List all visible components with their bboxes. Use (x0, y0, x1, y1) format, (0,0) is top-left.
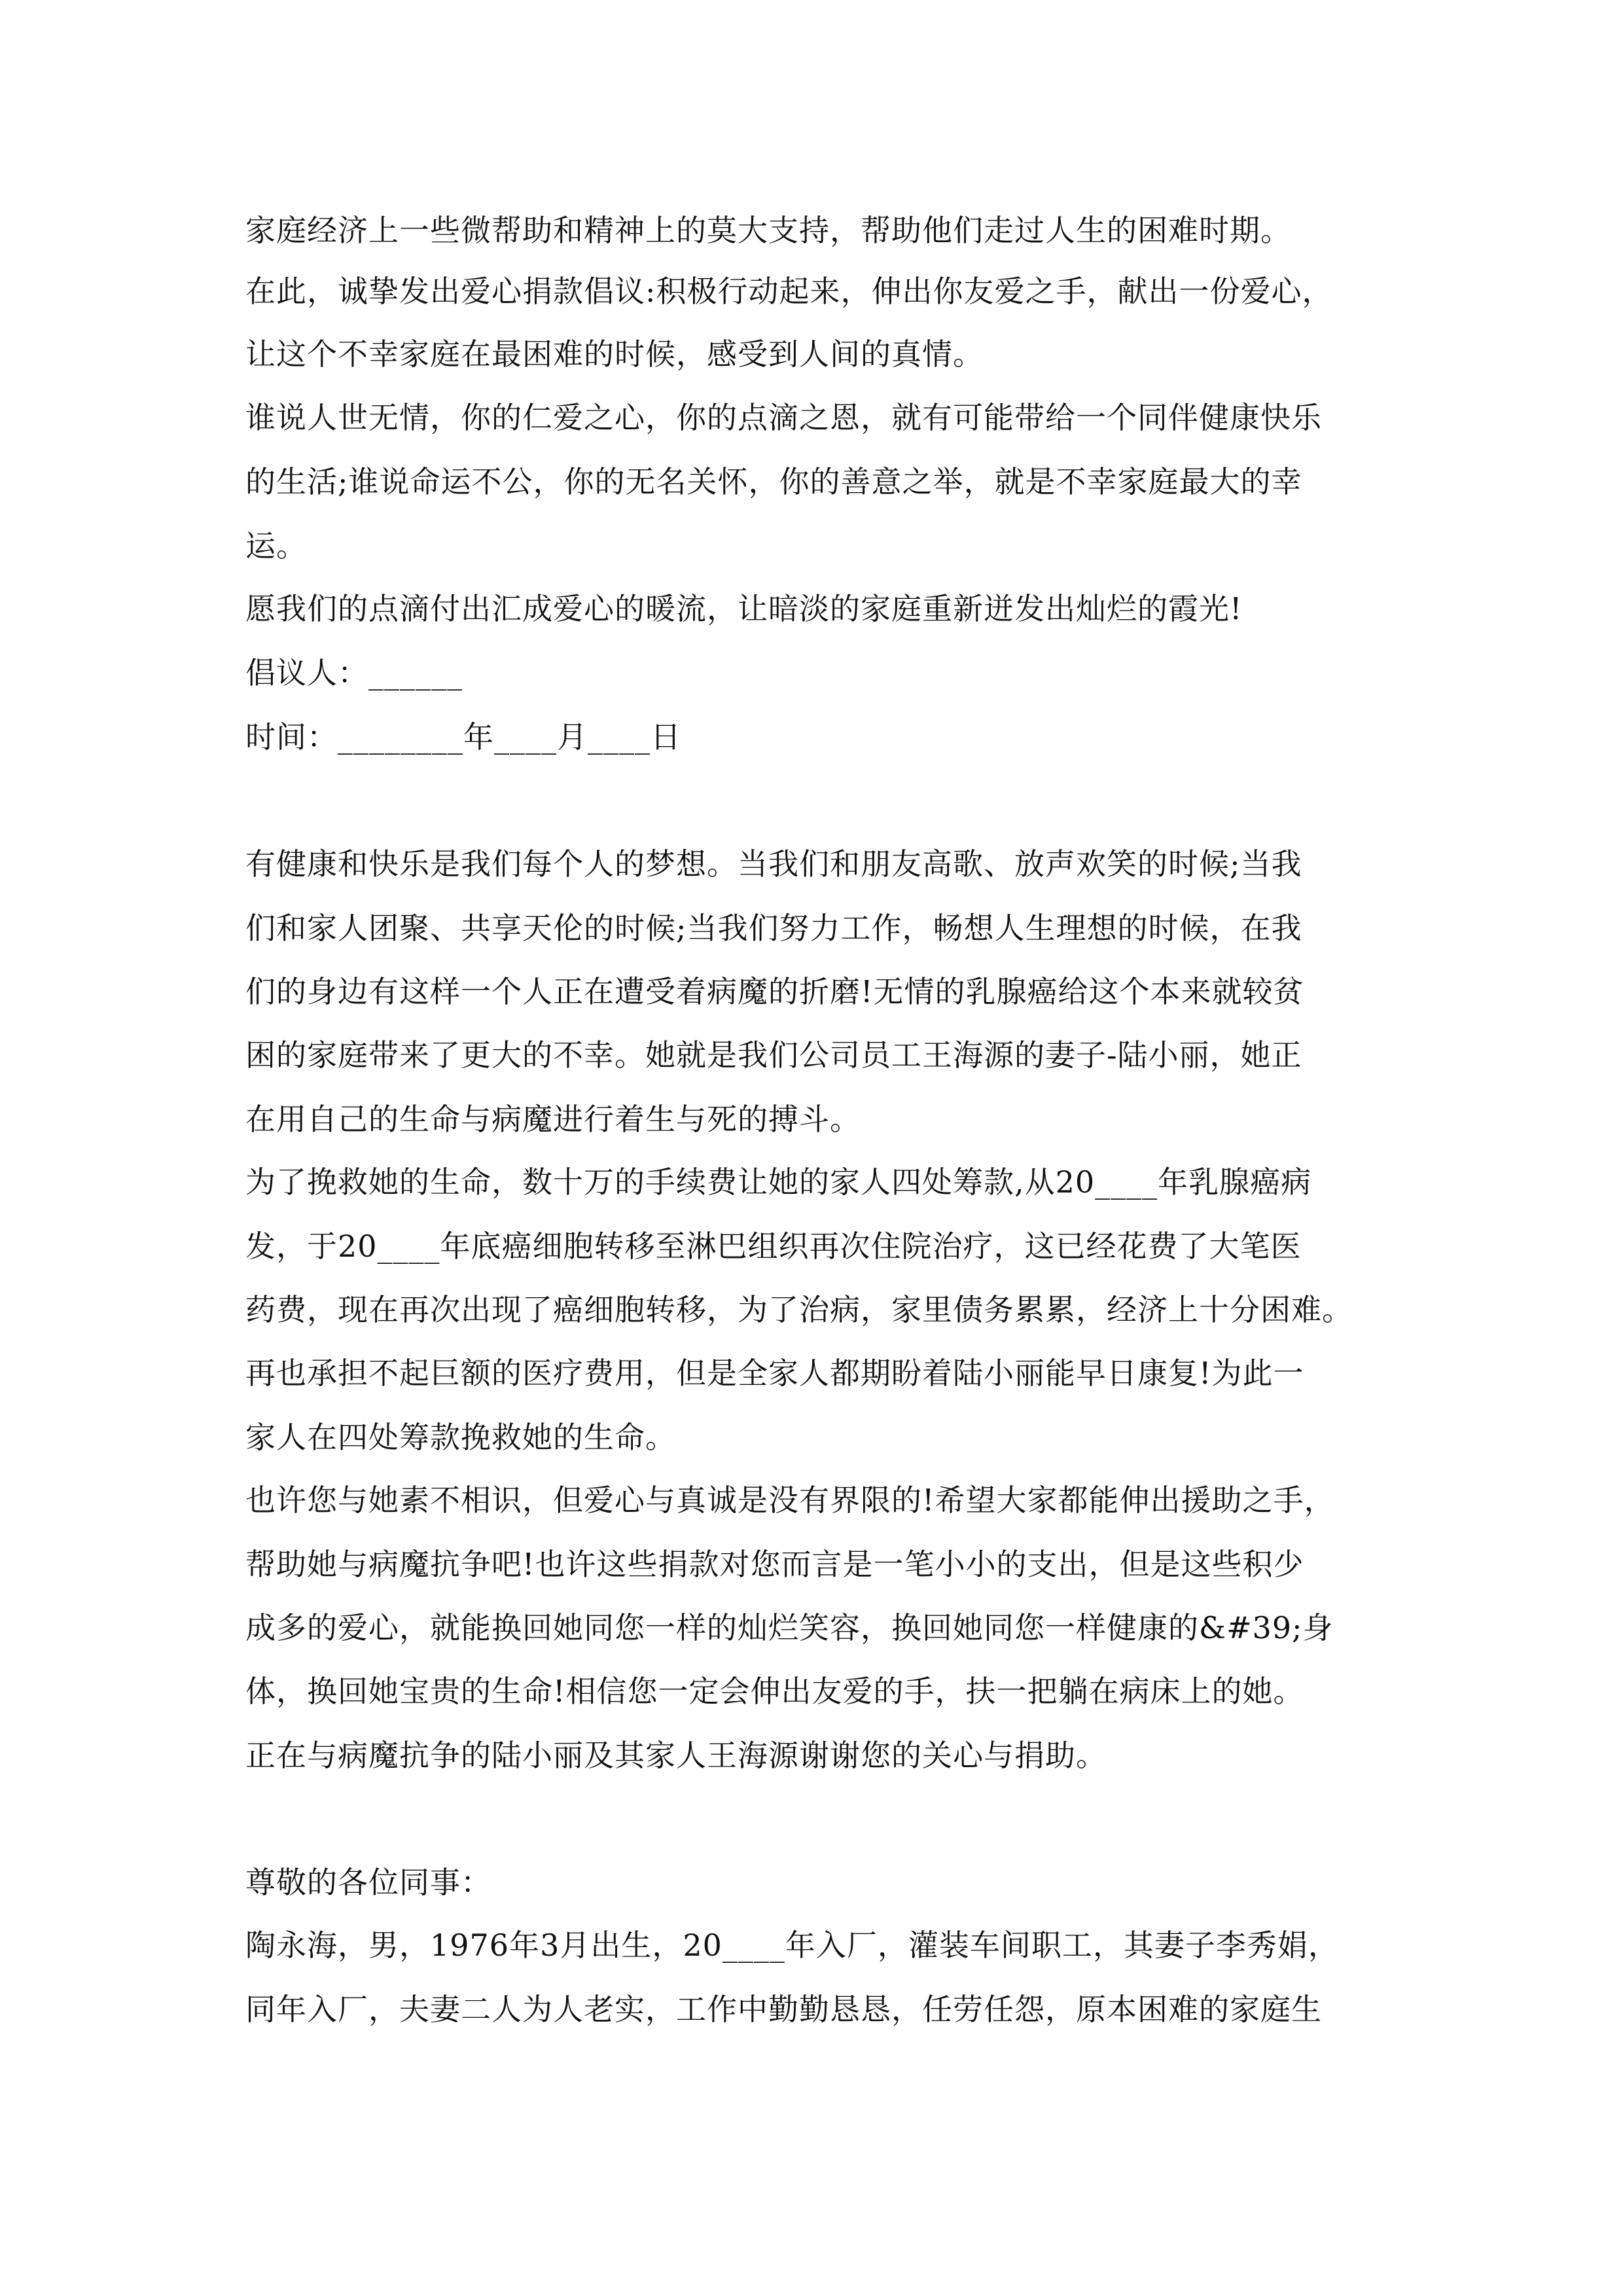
paragraph-line: 运。 (245, 528, 307, 564)
paragraph-line: 在用自己的生命与病魔进行着生与死的搏斗。 (245, 1102, 861, 1137)
paragraph-line: 困的家庭带来了更大的不幸。她就是我们公司员工王海源的妻子-陆小丽，她正 (245, 1037, 1302, 1073)
paragraph-line: 为了挽救她的生命，数十万的手续费让她的家人四处筹款,从20____年乳腺癌病 (245, 1164, 1312, 1200)
paragraph-line: 成多的爱心，就能换回她同您一样的灿烂笑容，换回她同您一样健康的&#39;身 (245, 1610, 1334, 1645)
salutation-line: 尊敬的各位同事： (245, 1865, 491, 1900)
paragraph-line: 家人在四处筹款挽救她的生命。 (245, 1420, 676, 1455)
paragraph-line: 让这个不幸家庭在最困难的时候，感受到人间的真情。 (245, 336, 984, 372)
paragraph-line: 的生活;谁说命运不公，你的无名关怀，你的善意之举，就是不幸家庭最大的幸 (245, 464, 1302, 499)
paragraph-line: 发，于20____年底癌细胞转移至淋巴组织再次住院治疗，这已经花费了大笔医 (245, 1229, 1302, 1264)
paragraph-line: 正在与病魔抗争的陆小丽及其家人王海源谢谢您的关心与捐助。 (245, 1738, 1107, 1773)
paragraph-line: 在此，诚挚发出爱心捐款倡议:积极行动起来，伸出你友爱之手，献出一份爱心， (245, 274, 1333, 309)
paragraph-line: 陶永海，男，1976年3月出生，20____年入厂，灌装车间职工，其妻子李秀娟， (245, 1928, 1339, 1963)
date-line: 时间：________年____月____日 (245, 719, 681, 755)
paragraph-line: 家庭经济上一些微帮助和精神上的莫大支持，帮助他们走过人生的困难时期。 (245, 213, 1291, 248)
paragraph-line: 药费，现在再次出现了癌细胞转移，为了治病，家里债务累累，经济上十分困难。 (245, 1292, 1353, 1327)
paragraph-line: 帮助她与病魔抗争吧!也许这些捐款对您而言是一笔小小的支出，但是这些积少 (245, 1547, 1304, 1582)
paragraph-line: 谁说人世无情，你的仁爱之心，你的点滴之恩，就有可能带给一个同伴健康快乐 (245, 400, 1322, 435)
paragraph-line: 愿我们的点滴付出汇成爱心的暖流，让暗淡的家庭重新迸发出灿烂的霞光! (245, 591, 1243, 626)
paragraph-line: 再也承担不起巨额的医疗费用，但是全家人都期盼着陆小丽能早日康复!为此一 (245, 1355, 1304, 1391)
paragraph-line: 有健康和快乐是我们每个人的梦想。当我们和朋友高歌、放声欢笑的时候;当我 (245, 846, 1302, 882)
paragraph-line: 们和家人团聚、共享天伦的时候;当我们努力工作，畅想人生理想的时候，在我 (245, 910, 1302, 946)
signatory-line: 倡议人：______ (245, 655, 463, 691)
paragraph-line: 体，换回她宝贵的生命!相信您一定会伸出友爱的手，扶一把躺在病床上的她。 (245, 1674, 1304, 1709)
paragraph-line: 同年入厂，夫妻二人为人老实，工作中勤勤恳恳，任劳任怨，原本困难的家庭生 (245, 1992, 1322, 2027)
paragraph-line: 们的身边有这样一个人正在遭受着病魔的折磨!无情的乳腺癌给这个本来就较贫 (245, 974, 1304, 1009)
paragraph-line: 也许您与她素不相识，但爱心与真诚是没有界限的!希望大家都能伸出援助之手， (245, 1482, 1335, 1518)
